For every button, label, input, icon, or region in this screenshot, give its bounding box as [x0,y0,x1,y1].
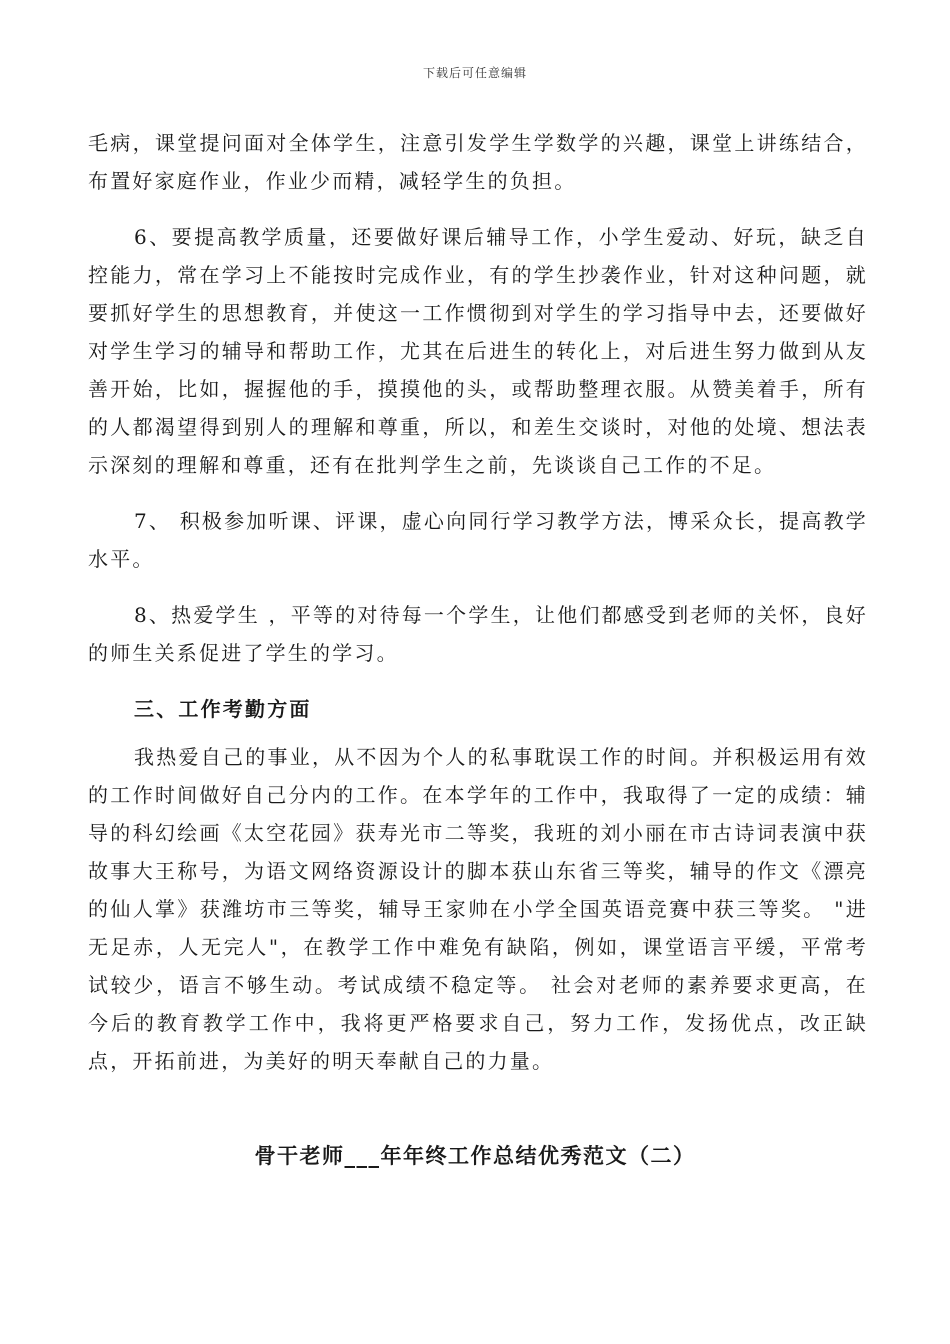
paragraph-item-7: 7、 积极参加听课、评课，虚心向同行学习教学方法，博采众长，提高教学水平。 [88,509,868,571]
section-heading-attendance: 三、工作考勤方面 [134,697,312,721]
paragraph-continuation: 毛病，课堂提问面对全体学生，注意引发学生学数学的兴趣，课堂上讲练结合，布置好家庭作业，作业少而精，减轻学生的负担。 [88,131,868,193]
paragraph-item-8: 8、热爱学生 ，平等的对待每一个学生，让他们都感受到老师的关怀，良好的师生关系促进了学生的学习。 [88,603,868,665]
download-note: 下载后可任意编辑 [422,66,527,80]
document-body [88,124,868,1080]
paragraph-attendance: 我热爱自己的事业，从不因为个人的私事耽误工作的时间。并积极运用有效的工作时间做好自己分内的工作。在本学年的工作中，我取得了一定的成绩：辅导的科幻绘画《太空花园》获寿光市二等奖，我班的刘小丽在市古诗词表演中获故事大王称号，为语文网络资源设计的脚本获山东省三等奖，辅导的作文《漂亮的仙人掌》获潍坊市三等奖，辅导王家帅在小学全国英语竞赛中获三等奖。 "进无足赤，人无完人"，在教学工作中难免有缺陷，例如，课堂语言平缓，平常考试较少，语言不够生动。考试成绩不稳定等。 社会对老师的素养要求更高，在今后的教育教学工作中，我将更严格要求自己，努力工作，发扬优点，改正缺点，开拓前进，为美好的明天奉献自己的力量。 [88,745,868,1073]
next-document-title: 骨干老师___年年终工作总结优秀范文（二） [254,1143,696,1168]
paragraph-item-6: 6、要提高教学质量，还要做好课后辅导工作，小学生爱动、好玩，缺乏自控能力，常在学习上不能按时完成作业，有的学生抄袭作业，针对这种问题，就要抓好学生的思想教育，并使这一工作惯彻到对学生的学习指导中去，还要做好对学生学习的辅导和帮助工作，尤其在后进生的转化上，对后进生努力做到从友善开始，比如，握握他的手，摸摸他的头，或帮助整理衣服。从赞美着手，所有的人都渴望得到别人的理解和尊重，所以，和差生交谈时，对他的处境、想法表示深刻的理解和尊重，还有在批判学生之前，先谈谈自己工作的不足。 [88,225,868,477]
